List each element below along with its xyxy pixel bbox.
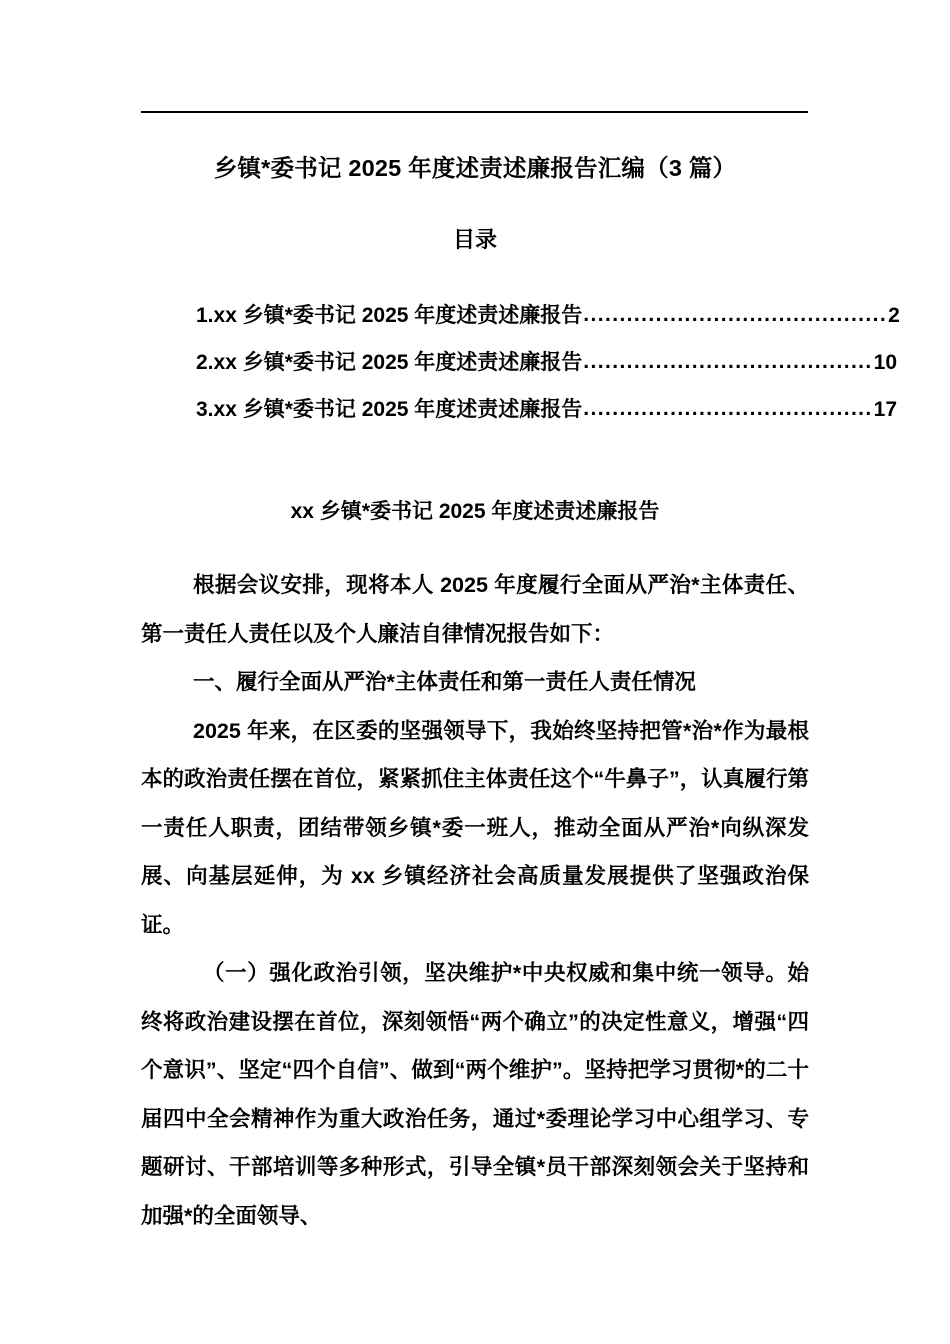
toc-heading: 目录	[452, 227, 497, 252]
table-of-contents	[141, 292, 900, 433]
toc-entry-page: 2	[888, 304, 900, 327]
document-title: 乡镇*委书记 2025 年度述责述廉报告汇编（3 篇）	[213, 155, 737, 181]
toc-entry-page: 17	[873, 398, 898, 421]
header-divider	[141, 111, 808, 113]
paragraph-intro: 根据会议安排，现将本人 2025 年度履行全面从严治*主体责任、第一责任人责任以及个人廉洁自律情况报告如下：	[141, 573, 809, 646]
page-content	[141, 136, 900, 1240]
paragraph-section-one-heading: 一、履行全面从严治*主体责任和第一责任人责任情况	[193, 670, 696, 694]
section-title: xx 乡镇*委书记 2025 年度述责述廉报告	[290, 500, 660, 523]
toc-leader-dots: ..........................................	[583, 303, 888, 326]
toc-entry[interactable]	[141, 292, 900, 339]
toc-entry-label: 3.xx 乡镇*委书记 2025 年度述责述廉报告	[196, 398, 583, 421]
toc-leader-dots: ........................................	[583, 350, 873, 373]
paragraph-subsection-one: （一）强化政治引领，坚决维护*中央权威和集中统一领导。始终将政治建设摆在首位，深刻领悟“两个确立”的决定性意义，增强“四个意识”、坚定“四个自信”、做到“两个维护”。坚持把学习贯彻*的二十届四中全会精神作为重大政治任务，通过*委理论学习中心组学习、专题研讨、干部培训等多种形式，引导全镇*员干部深刻领会关于坚持和加强*的全面领导、	[141, 961, 809, 1228]
toc-leader-dots: ........................................	[583, 397, 873, 420]
toc-entry-label: 2.xx 乡镇*委书记 2025 年度述责述廉报告	[196, 351, 583, 374]
body-text	[141, 561, 809, 1240]
toc-entry[interactable]	[141, 386, 898, 433]
toc-entry[interactable]	[141, 339, 898, 386]
toc-entry-page: 10	[873, 351, 898, 374]
toc-entry-label: 1.xx 乡镇*委书记 2025 年度述责述廉报告	[196, 304, 583, 327]
paragraph-overview: 2025 年来，在区委的坚强领导下，我始终坚持把管*治*作为最根本的政治责任摆在首位，紧紧抓住主体责任这个“牛鼻子”，认真履行第一责任人职责，团结带领乡镇*委一班人，推动全面从严治*向纵深发展、向基层延伸，为 xx 乡镇经济社会高质量发展提供了坚强政治保证。	[141, 718, 809, 937]
